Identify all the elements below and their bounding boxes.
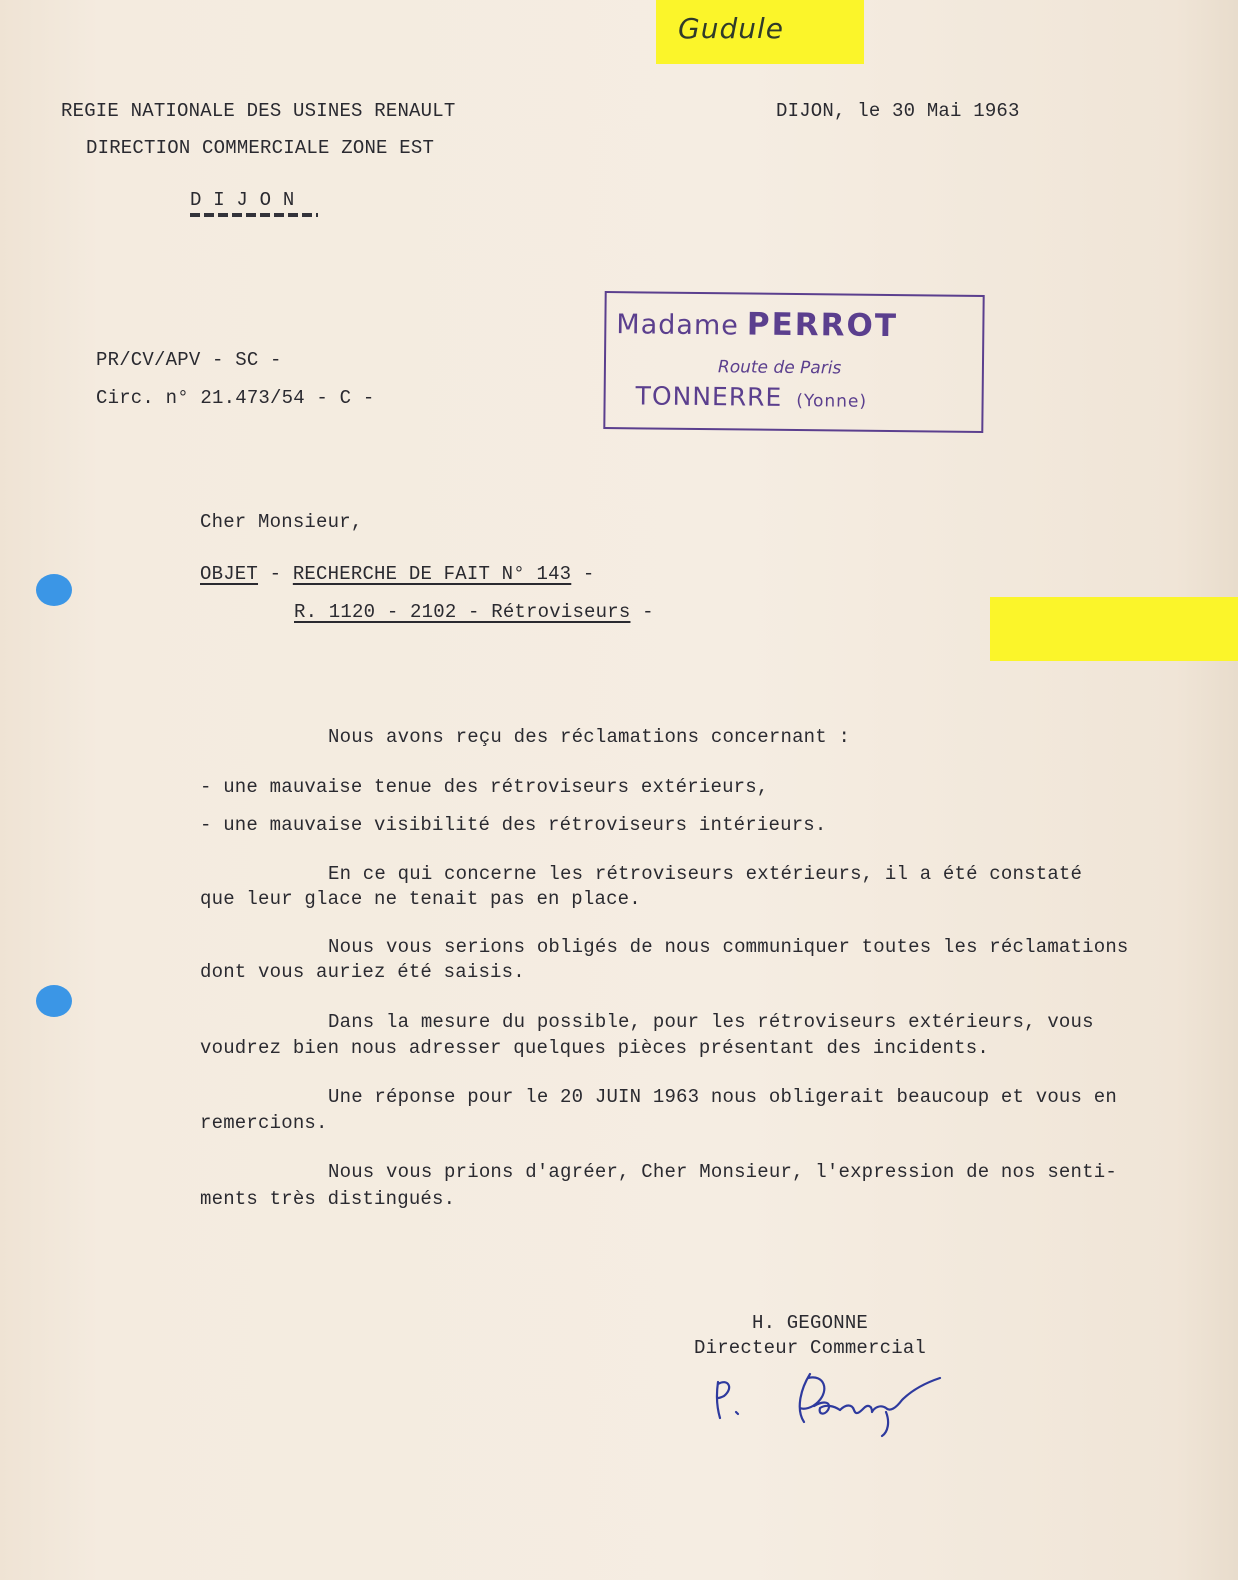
subject-title: RECHERCHE DE FAIT N° 143 bbox=[292, 563, 572, 585]
paragraph-line: que leur glace ne tenait pas en place. bbox=[200, 888, 641, 910]
stamp-surname: PERROT bbox=[746, 306, 899, 345]
subject-label: OBJET bbox=[200, 563, 259, 585]
subject-reference: R. 1120 - 2102 - Rétroviseurs bbox=[294, 601, 631, 623]
paragraph-line: Une réponse pour le 20 JUIN 1963 nous obligerait beaucoup et vous en bbox=[328, 1086, 1117, 1108]
recipient-stamp bbox=[603, 291, 984, 433]
stamp-town-line bbox=[635, 381, 867, 412]
signatory-name: H. GEGONNE bbox=[752, 1312, 869, 1334]
sticky-note-right bbox=[990, 597, 1238, 661]
punch-hole-bottom bbox=[36, 985, 72, 1017]
intro-paragraph: Nous avons reçu des réclamations concernant : bbox=[328, 726, 851, 748]
paragraph-line: remercions. bbox=[200, 1112, 328, 1134]
paragraph-line: En ce qui concerne les rétroviseurs extérieurs, il a été constaté bbox=[328, 863, 1083, 885]
paragraph-line: Nous vous prions d'agréer, Cher Monsieur, l'expression de nos senti- bbox=[328, 1161, 1117, 1183]
reference-code: PR/CV/APV - SC - bbox=[96, 349, 282, 371]
city-underline bbox=[190, 213, 318, 217]
paragraph-line: dont vous auriez été saisis. bbox=[200, 961, 525, 983]
paragraph-line: ments très distingués. bbox=[200, 1188, 456, 1210]
stamp-title: Madame bbox=[616, 309, 739, 342]
subject-line-1: OBJET - RECHERCHE DE FAIT N° 143 - bbox=[200, 563, 595, 585]
paragraph-line: Dans la mesure du possible, pour les rétroviseurs extérieurs, vous bbox=[328, 1011, 1094, 1033]
salutation: Cher Monsieur, bbox=[200, 511, 363, 533]
subject-line-2: R. 1120 - 2102 - Rétroviseurs - bbox=[294, 601, 654, 623]
company-city: D I J O N bbox=[190, 189, 295, 211]
stamp-name-line bbox=[616, 305, 898, 344]
signatory-title: Directeur Commercial bbox=[694, 1337, 927, 1359]
bullet-item: - une mauvaise tenue des rétroviseurs extérieurs, bbox=[200, 776, 769, 798]
company-name: REGIE NATIONALE DES USINES RENAULT bbox=[61, 100, 456, 122]
stamp-street: Route de Paris bbox=[717, 357, 842, 379]
letter-date: DIJON, le 30 Mai 1963 bbox=[776, 100, 1020, 122]
handwritten-signature bbox=[700, 1360, 960, 1440]
stamp-town: TONNERRE bbox=[635, 381, 783, 412]
circular-number: Circ. n° 21.473/54 - C - bbox=[96, 387, 375, 409]
paragraph-line: Nous vous serions obligés de nous communiquer toutes les réclamations bbox=[328, 936, 1129, 958]
sticky-note-top bbox=[656, 0, 864, 64]
bullet-item: - une mauvaise visibilité des rétroviseurs intérieurs. bbox=[200, 814, 827, 836]
company-division: DIRECTION COMMERCIALE ZONE EST bbox=[86, 137, 435, 159]
punch-hole-top bbox=[36, 574, 72, 606]
sticky-note-label: Gudule bbox=[678, 12, 784, 45]
stamp-department: (Yonne) bbox=[796, 391, 868, 412]
paragraph-line: voudrez bien nous adresser quelques pièces présentant des incidents. bbox=[200, 1037, 989, 1059]
